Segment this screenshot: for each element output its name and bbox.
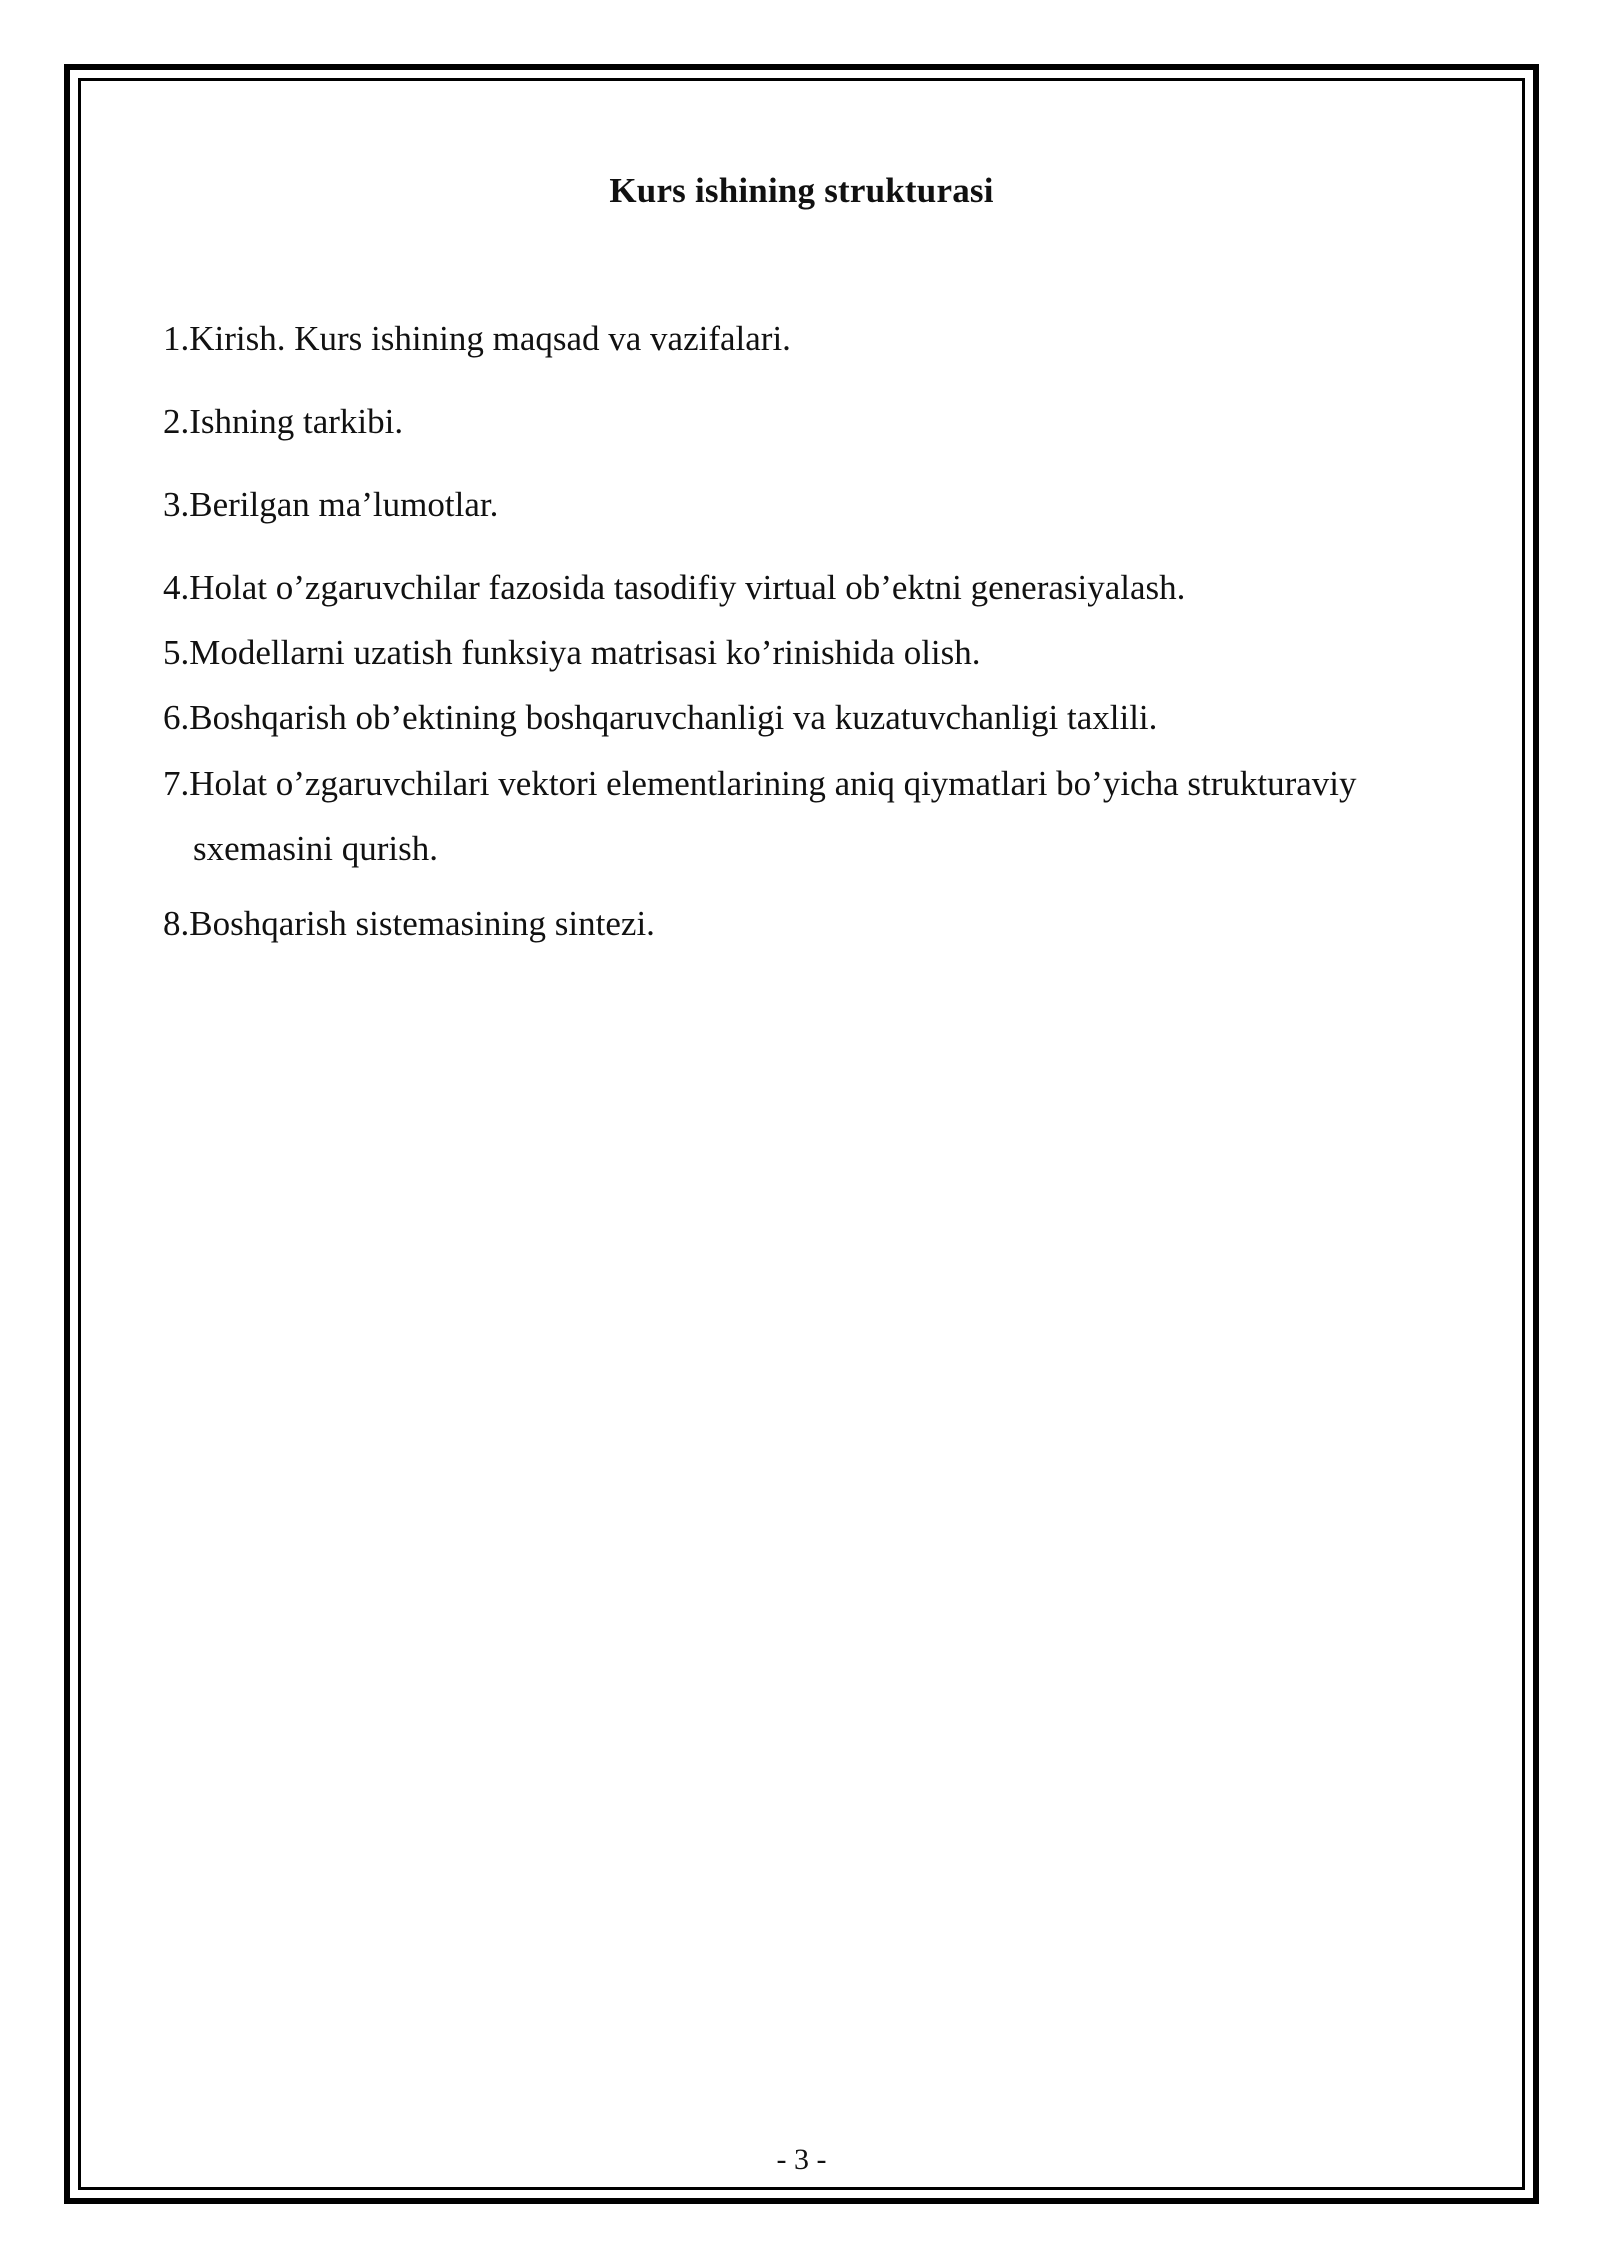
page-frame xyxy=(64,64,1539,2204)
list-item: 5.Modellarni uzatish funksiya matrisasi ko’rinishida olish. xyxy=(163,633,981,672)
list-item: 6.Boshqarish ob’ektining boshqaruvchanligi va kuzatuvchanligi taxlili. xyxy=(163,698,1158,737)
list-item: 1.Kirish. Kurs ishining maqsad va vazifalari. xyxy=(163,319,791,358)
list-item: 7.Holat o’zgaruvchilari vektori elementlarining aniq qiymatlari bo’yicha strukturaviy sxemasini qurish. xyxy=(163,764,1357,868)
list-item: 8.Boshqarish sistemasining sintezi. xyxy=(163,904,655,943)
page-title: Kurs ishining strukturasi xyxy=(609,171,994,210)
page-number: - 3 - xyxy=(776,2143,827,2176)
list-item: 3.Berilgan ma’lumotlar. xyxy=(163,485,499,524)
list-item: 2.Ishning tarkibi. xyxy=(163,402,404,441)
page-inner-frame xyxy=(78,78,1525,2190)
structure-list xyxy=(163,317,1493,946)
list-item: 4.Holat o’zgaruvchilar fazosida tasodifiy virtual ob’ektni generasiyalash. xyxy=(163,568,1186,607)
